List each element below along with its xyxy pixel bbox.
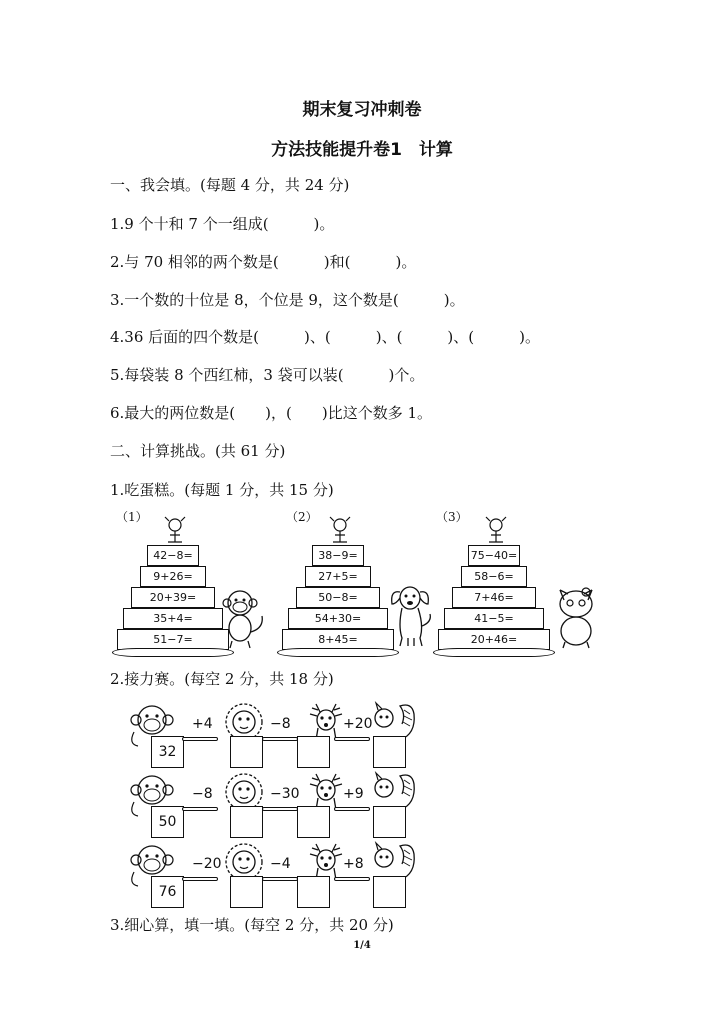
cake-label: （1） [116,510,148,524]
cake-layer: 20+46= [438,629,550,650]
relay-answer-box[interactable] [297,806,330,838]
relay-answer-box[interactable] [230,806,263,838]
cake-label: （2） [286,510,318,524]
page-title: 期末复习冲刺卷 [302,100,422,120]
cake-layer: 20+39= [131,587,215,608]
cake-topper-icon [325,515,355,543]
cake-layer: 58−6= [461,566,527,587]
cake-layer: 51−7= [117,629,229,650]
relay-answer-box[interactable] [297,876,330,908]
cake-layer: 54+30= [288,608,388,629]
page-number: 1/4 [353,940,371,951]
cake-layer: 75−40= [468,545,520,566]
relay-baton [262,737,298,741]
cake-layer: 35+4= [123,608,223,629]
cake-layer: 50−8= [296,587,380,608]
question-1-3: 3.一个数的十位是 8，个位是 9，这个数是( )。 [110,291,465,309]
question-2-2-title: 2.接力赛。(每空 2 分，共 18 分) [110,670,334,688]
relay-operation: −8 [192,786,213,802]
cake-topper-icon [160,515,190,543]
question-1-4: 4.36 后面的四个数是( )、( )、( )、( )。 [110,328,540,346]
relay-answer-box[interactable] [230,736,263,768]
question-1-5: 5.每袋装 8 个西红柿，3 袋可以装( )个。 [110,366,425,384]
relay-baton [182,807,218,811]
question-1-6: 6.最大的两位数是( )，( )比这个数多 1。 [110,404,433,422]
cake-layer: 27+5= [305,566,371,587]
relay-baton [262,877,298,881]
relay-operation: −20 [192,856,222,872]
cake-plate [433,648,555,657]
question-1-2: 2.与 70 相邻的两个数是( )和( )。 [110,253,417,271]
relay-operation: −4 [270,856,291,872]
cake-layer: 41−5= [444,608,544,629]
relay-answer-box[interactable] [373,806,406,838]
relay-answer-box[interactable] [373,736,406,768]
relay-answer-box[interactable] [230,876,263,908]
relay-start-box: 76 [151,876,184,908]
section2-heading: 二、计算挑战。(共 61 分) [110,442,286,460]
relay-baton [182,737,218,741]
monkey-icon [222,588,266,650]
relay-operation: +8 [343,856,364,872]
relay-operation: +4 [192,716,213,732]
cat-icon [552,584,600,650]
relay-baton [182,877,218,881]
cake-layer: 8+45= [282,629,394,650]
relay-baton [334,737,370,741]
cake-layer: 7+46= [452,587,536,608]
dog-icon [388,582,434,648]
relay-start-box: 32 [151,736,184,768]
relay-answer-box[interactable] [297,736,330,768]
cake-label: （3） [436,510,468,524]
question-1-1: 1.9 个十和 7 个一组成( )。 [110,215,335,233]
section1-heading: 一、我会填。(每题 4 分，共 24 分) [110,176,350,194]
relay-operation: −30 [270,786,300,802]
cake-plate [277,648,399,657]
cake-layer: 9+26= [140,566,206,587]
relay-answer-box[interactable] [373,876,406,908]
relay-baton [262,807,298,811]
cake-layer: 42−8= [147,545,199,566]
relay-baton [334,877,370,881]
cake-plate [112,648,234,657]
cake-topper-icon [481,515,511,543]
relay-start-box: 50 [151,806,184,838]
page-subtitle: 方法技能提升卷1 计算 [271,140,453,160]
relay-operation: −8 [270,716,291,732]
relay-operation: +9 [343,786,364,802]
question-2-1-title: 1.吃蛋糕。(每题 1 分，共 15 分) [110,481,334,499]
relay-operation: +20 [343,716,373,732]
cake-layer: 38−9= [312,545,364,566]
question-2-3-title: 3.细心算，填一填。(每空 2 分，共 20 分) [110,916,394,934]
relay-baton [334,807,370,811]
